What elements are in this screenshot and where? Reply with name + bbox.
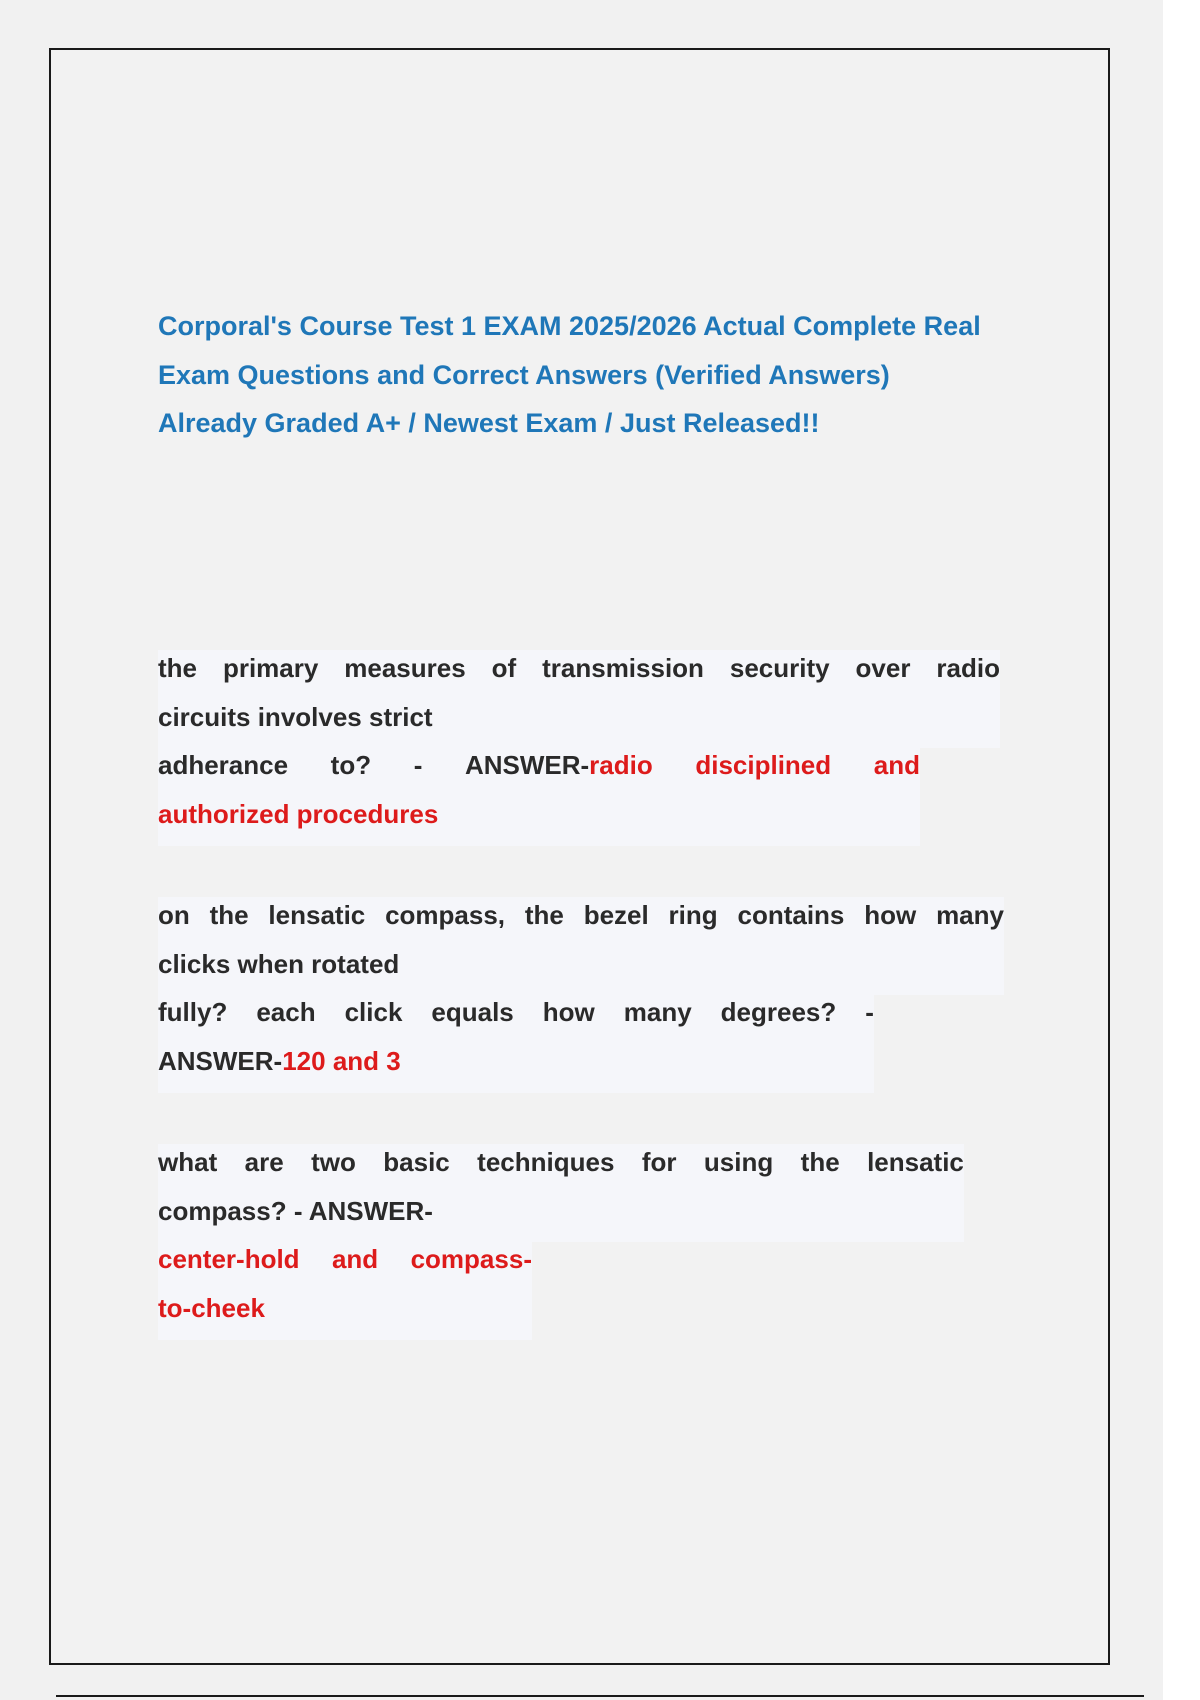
answer-text: authorized procedures — [158, 798, 439, 829]
title-line-3: Already Graded A+ / Newest Exam / Just Released!! — [158, 408, 820, 438]
question-line: the primary measures of transmission security over radio — [158, 653, 1000, 683]
question-block-3 — [158, 1138, 964, 1332]
answer-text: to-cheek — [158, 1292, 265, 1323]
document-title — [158, 302, 1038, 448]
question-line: what are two basic techniques for using the lensatic — [158, 1147, 964, 1177]
question-line: ANSWER-120 and 3 — [158, 1045, 401, 1076]
question-line: on the lensatic compass, the bezel ring contains how many — [158, 900, 1004, 930]
answer-text: 120 and 3 — [282, 1045, 401, 1076]
question-line: clicks when rotated — [158, 948, 400, 979]
title-line-1: Corporal's Course Test 1 EXAM 2025/2026 Actual Complete Real — [158, 311, 981, 341]
answer-text: center-hold and compass- — [158, 1244, 532, 1274]
question-line: fully? each click equals how many degrees? - — [158, 997, 874, 1027]
page-bottom-rule — [56, 1695, 1144, 1697]
page-margin-strip — [1163, 0, 1200, 1700]
question-line: compass? - ANSWER- — [158, 1195, 433, 1226]
question-block-2 — [158, 891, 1004, 1085]
document-page — [49, 48, 1110, 1665]
question-line: circuits involves strict — [158, 701, 433, 732]
question-line: adherance to? - ANSWER-radio disciplined and — [158, 750, 920, 780]
question-block-1 — [158, 644, 1000, 838]
title-line-2: Exam Questions and Correct Answers (Verified Answers) — [158, 359, 890, 390]
